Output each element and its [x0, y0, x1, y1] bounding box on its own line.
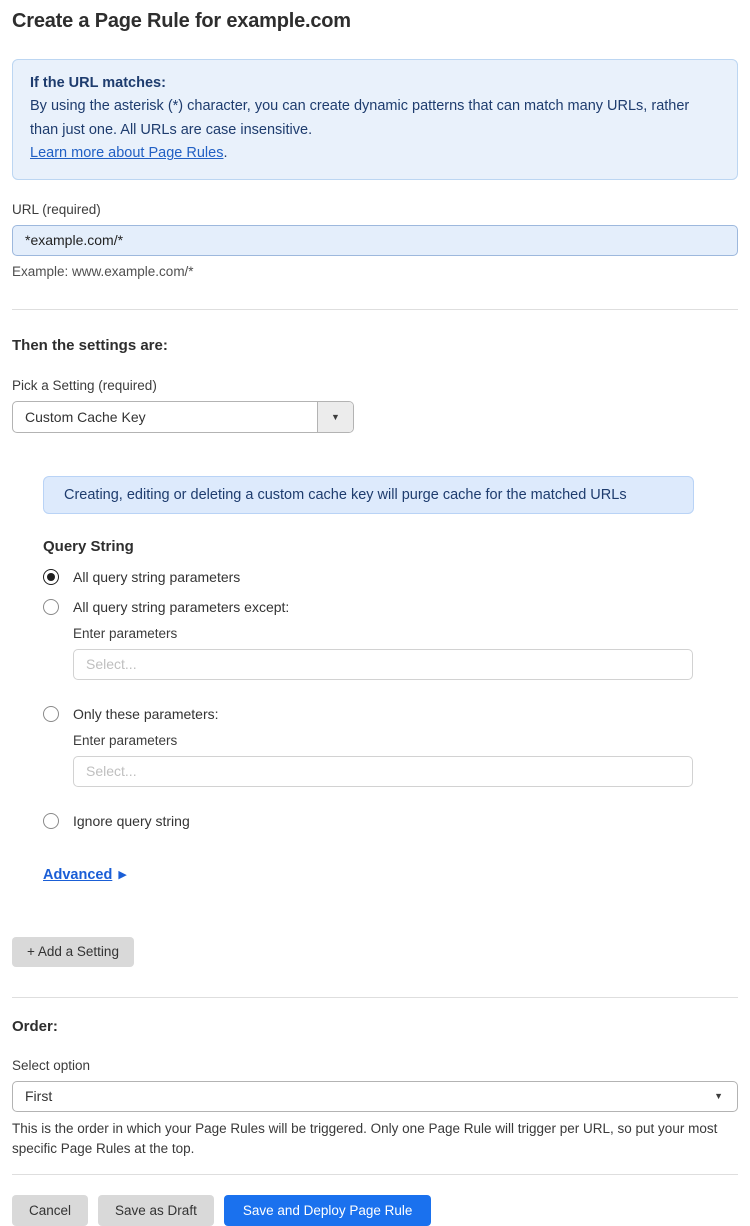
- order-description: This is the order in which your Page Rules will be triggered. Only one Page Rule will trigger per URL, so put your most specific Page Rules at the top.: [12, 1120, 718, 1157]
- enter-parameters-label: Enter parameters: [73, 732, 178, 748]
- advanced-toggle[interactable]: [43, 867, 738, 883]
- radio-label: All query string parameters: [73, 568, 241, 585]
- except-parameters-input[interactable]: [73, 649, 693, 680]
- chevron-right-icon: ▶: [118, 869, 127, 882]
- info-box-heading: If the URL matches:: [30, 75, 166, 91]
- url-match-info-box: [12, 59, 738, 180]
- radio-button[interactable]: [43, 569, 59, 585]
- cancel-button[interactable]: Cancel: [12, 1195, 88, 1226]
- learn-more-link[interactable]: Learn more about Page Rules: [30, 145, 224, 162]
- enter-parameters-label: Enter parameters: [73, 625, 178, 641]
- advanced-link[interactable]: Advanced: [43, 866, 113, 883]
- only-parameters-input[interactable]: [73, 756, 693, 787]
- settings-heading: Then the settings are:: [12, 336, 168, 354]
- radio-button[interactable]: [43, 706, 59, 722]
- link-suffix: .: [223, 145, 228, 162]
- setting-detail-panel: [43, 476, 738, 883]
- save-draft-button[interactable]: Save as Draft: [98, 1195, 214, 1226]
- setting-picker-label: Pick a Setting (required): [12, 377, 157, 393]
- query-string-heading: Query String: [43, 537, 134, 555]
- radio-label: Only these parameters:: [73, 705, 219, 722]
- order-select-value: First: [25, 1088, 53, 1105]
- radio-option-all-except[interactable]: [43, 599, 738, 615]
- footer-actions: [12, 1195, 738, 1226]
- url-example: Example: www.example.com/*: [12, 263, 194, 279]
- url-section: [12, 202, 738, 279]
- url-label: URL (required): [12, 201, 101, 217]
- radio-option-only-these[interactable]: [43, 706, 738, 722]
- radio-label: Ignore query string: [73, 812, 190, 829]
- radio-option-all-params[interactable]: [43, 569, 738, 585]
- save-deploy-button[interactable]: Save and Deploy Page Rule: [224, 1195, 432, 1226]
- add-setting-button[interactable]: + Add a Setting: [12, 937, 134, 967]
- info-box-body: By using the asterisk (*) character, you can create dynamic patterns that can match many URLs, rather than just one. All URLs are case insensitive.: [30, 98, 690, 138]
- radio-option-ignore-qs[interactable]: [43, 813, 738, 829]
- chevron-down-icon: ▼: [714, 1091, 723, 1102]
- url-input[interactable]: [12, 225, 738, 256]
- radio-label: All query string parameters except:: [73, 598, 290, 615]
- divider: [12, 1174, 738, 1175]
- setting-picker-value: Custom Cache Key: [25, 408, 146, 425]
- divider: [12, 309, 738, 310]
- setting-picker-select[interactable]: [12, 401, 354, 433]
- divider: [12, 997, 738, 998]
- radio-button[interactable]: [43, 813, 59, 829]
- order-select[interactable]: [12, 1081, 738, 1112]
- order-select-label: Select option: [12, 1057, 91, 1073]
- cache-purge-notice: Creating, editing or deleting a custom cache key will purge cache for the matched URLs: [43, 476, 694, 514]
- page-title: Create a Page Rule for example.com: [12, 10, 351, 32]
- chevron-down-icon[interactable]: ▼: [317, 402, 353, 432]
- order-heading: Order:: [12, 1017, 58, 1035]
- except-params-field: [73, 626, 738, 680]
- only-params-field: [73, 733, 738, 787]
- radio-button[interactable]: [43, 599, 59, 615]
- info-box-link-line: [30, 142, 720, 165]
